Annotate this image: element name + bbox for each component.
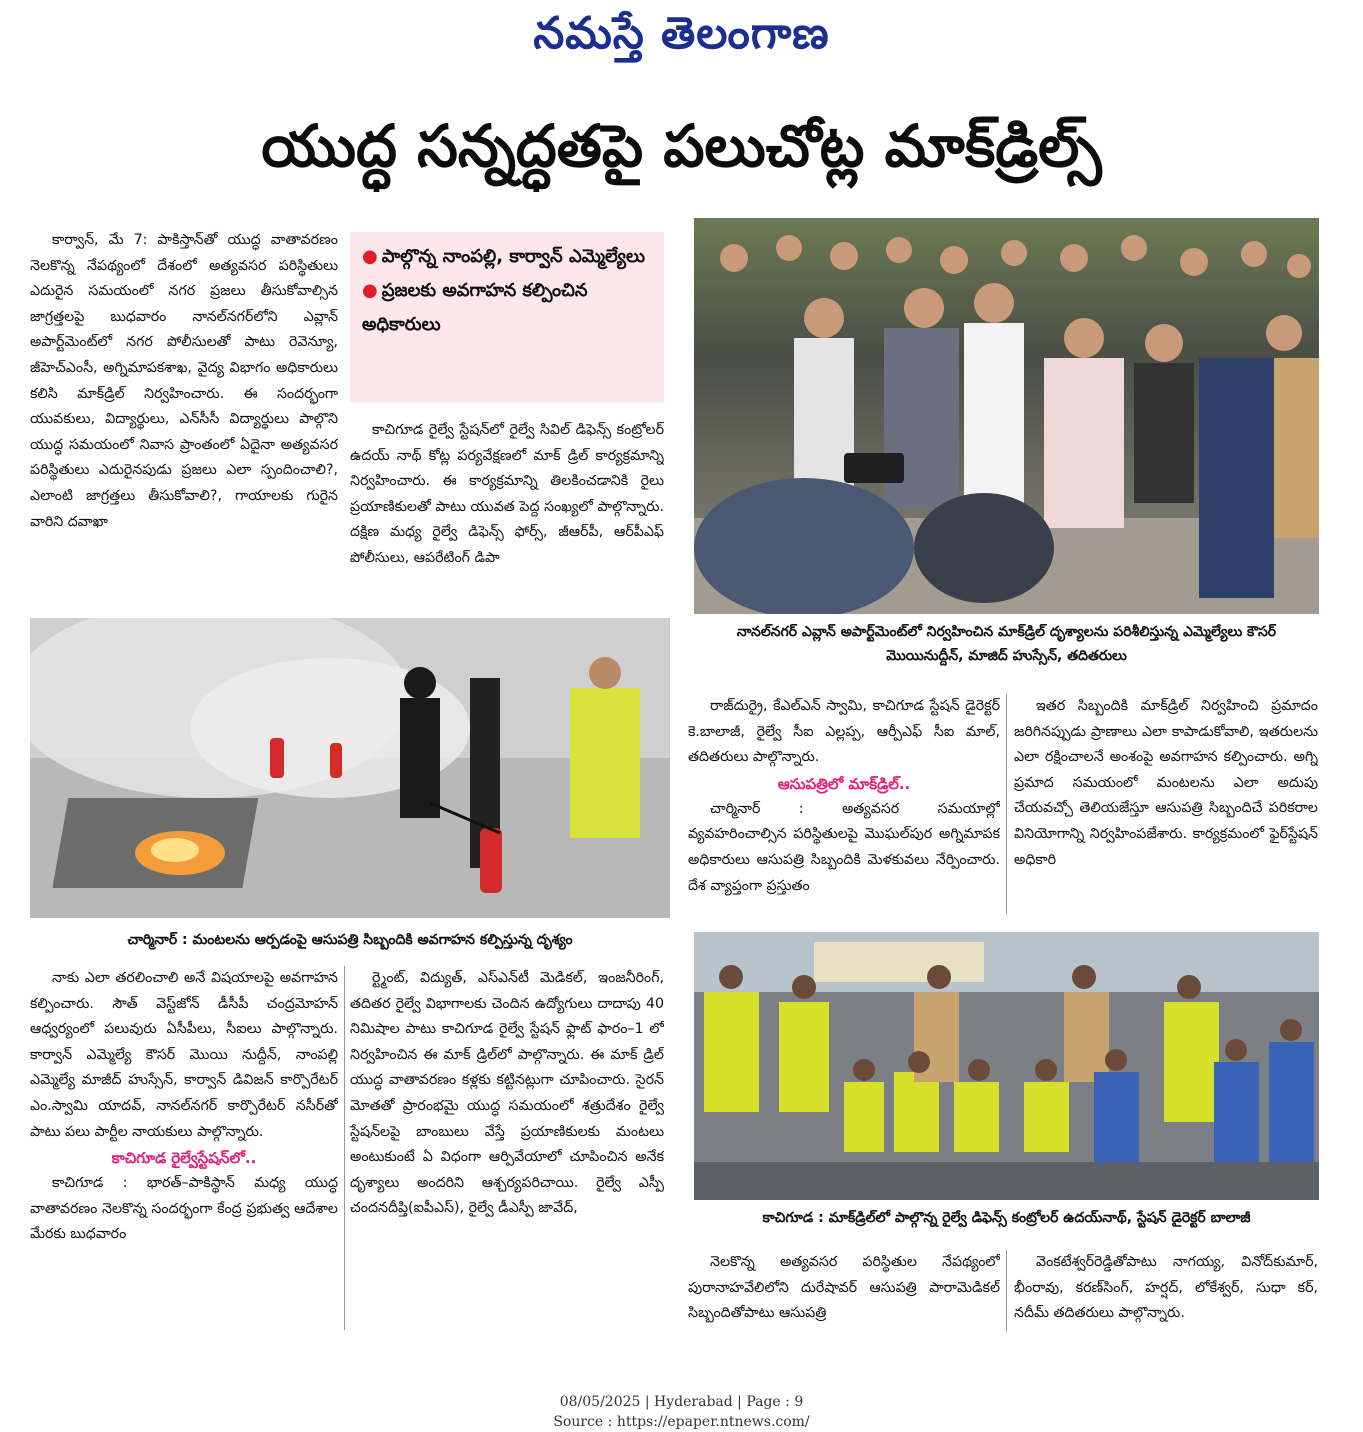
photo-fire-drill xyxy=(30,618,670,918)
article-column-8 xyxy=(1014,1250,1318,1332)
fire-photo-illustration xyxy=(30,618,670,918)
subheading-hospital: ఆసుపత్రిలో మాక్‌డ్రిల్.. xyxy=(777,774,911,793)
photo-kacheguda-group xyxy=(694,932,1319,1200)
article-paragraph: ర్ట్మెంట్, విద్యుత్, ఎస్ఎన్‌టీ మెడికల్, ఇంజనీరింగ్, తదితర రైల్వే విభాగాలకు చెందిన ఉద్యోగులు దాదాపు 40 నిమిషాల పాటు కాచిగూడ రైల్వే స్టేషన్ ఫ్లాట్ ఫారం–1 లో నిర్వహించిన ఈ మాక్ డ్రిల్‌లో పాల్గొన్నారు. ఈ మాక్ డ్రిల్ యుద్ధ వాతావరణం కళ్లకు కట్టినట్లుగా చూపించారు. సైరన్ మోతతో ప్రారంభమై యుద్ధ సమయంలో శత్రుదేశం రైల్వే స్టేషన్‌లపై బాంబులు వేస్తే ప్రయాణికులకు మంటలు అంటుకుంటే ఏ విధంగా ఆర్పివేయాలో చూపించిన అనేక దృశ్యాలు అందరిని ఆశ్చర్యపరిచాయి. రైల్వే ఎస్పీ చందనదీప్తి(ఐపీఎస్), రైల్వే డీఎస్పీ జావేద్, xyxy=(350,970,664,1217)
photo-caption-kacheguda: కాచిగూడ : మాక్‌డ్రిల్‌లో పాల్గొన్న రైల్వే డిఫెన్స్ కంట్రోలర్ ఉదయ్‌నాథ్, స్టేషన్ డైరెక్టర్ బాలాజీ xyxy=(762,1210,1251,1226)
highlight-text: ప్రజలకు అవగాహన కల్పించిన అధికారులు xyxy=(362,280,588,335)
article-column-7 xyxy=(688,1250,1000,1332)
article-paragraph: కాచిగూడ : భారత్–పాకిస్థాన్ మధ్య యుద్ధ వాతావరణం నెలకొన్న సందర్భంగా కేంద్ర ప్రభుత్వ ఆదేశాల మేరకు బుధవారం xyxy=(30,1175,338,1243)
bullet-icon: ● xyxy=(362,246,378,267)
highlight-text: పాల్గొన్న నాంపల్లి, కార్వాన్ ఎమ్మెల్యేలు xyxy=(381,246,646,267)
column-divider xyxy=(1006,1250,1007,1332)
masthead: నమస్తే తెలంగాణ xyxy=(533,8,830,59)
article-paragraph: ఇతర సిబ్బందికి మాక్‌డ్రిల్ నిర్వహించి ప్రమాదం జరిగినప్పుడు ప్రాణాలు ఎలా కాపాడుకోవాలి, ఇతరులను ఎలా రక్షించాలనే అంశంపై అవగాహన కల్పించారు. అగ్ని ప్రమాద సమయంలో మంటలను ఎలా అదుపు చేయవచ్చో తెలియజేస్తూ ఆసుపత్రి సిబ్బందిచే పరికరాల వినియోగాన్ని నిర్వహింపజేశారు. కార్యక్రమంలో ఫైర్‌స్టేషన్ అధికారి xyxy=(1014,698,1318,868)
headline: యుద్ధ సన్నద్ధతపై పలుచోట్ల మాక్‌డ్రిల్స్ xyxy=(261,112,1102,180)
article-paragraph: రాజ్‌దుర్రై, కేఎల్ఎన్ స్వామి, కాచిగూడ స్టేషన్ డైరెక్టర్ కె.బాలాజీ, రైల్వే సీఐ ఎల్లప్ప, ఆర్పీఎఫ్ సీఐ మాల్, తదితరులు పాల్గొన్నారు. xyxy=(688,698,1000,766)
article-column-3 xyxy=(688,694,1000,914)
highlight-item xyxy=(362,274,652,342)
photo-mla-mockdrill xyxy=(694,218,1319,614)
article-paragraph: కాచిగూడ రైల్వే స్టేషన్‌లో రైల్వే సివిల్ డిఫెన్స్ కంట్రోలర్ ఉదయ్ నాథ్ కోట్ల పర్యవేక్షణలో మాక్ డ్రిల్ కార్యక్రమాన్ని నిర్వహించారు. ఈ కార్యక్రమాన్ని తిలకించడానికి రైలు ప్రయాణికులతో పాటు యువత పెద్ద సంఖ్యలో పాల్గొన్నారు. దక్షిణ మధ్య రైల్వే డిఫెన్స్ ఫోర్స్, జీఆర్‌పీ, ఆర్‌పీఎఫ్ పోలీసులు, ఆపరేటింగ్ డిపా xyxy=(350,422,664,566)
column-divider xyxy=(1006,694,1007,914)
column-divider xyxy=(344,966,345,1330)
article-paragraph: నాకు ఎలా తరలించాలి అనే విషయాలపై అవగాహన కల్పించారు. సౌత్ వెస్ట్‌జోన్ డీసీపీ చంద్రమోహన్ ఆధ్వర్యంలో పలువురు ఏసీపీలు, సీఐలు పాల్గొన్నారు. కార్వాన్ ఎమ్మెల్యే కౌసర్ మొయి నుద్దీన్, నాంపల్లి ఎమ్మెల్యే మాజీద్ హుస్సేన్, కార్వాన్ డివిజన్ కార్పొరేటర్ ఎం.స్వామి యాదవ్, నానల్‌నగర్ కార్పొరేటర్ నసీర్‌తో పాటు పలు పార్టీల నాయకులు పాల్గొన్నారు. xyxy=(30,970,338,1140)
highlights-box xyxy=(350,232,664,402)
highlight-item xyxy=(362,240,652,274)
group-photo-illustration xyxy=(694,932,1319,1200)
photo-caption-mla: నానల్‌నగర్ ఎవ్లాన్ అపార్ట్‌మెంట్‌లో నిర్వహించిన మాక్‌డ్రిల్ దృశ్యాలను పరిశీలిస్తున్న ఎమ్మెల్యేలు కౌసర్ మొయినుద్దీన్, మాజిద్ హుస్సేన్, తదితరులు xyxy=(736,624,1277,664)
photo-caption-fire: చార్మినార్ : మంటలను ఆర్పడంపై ఆసుపత్రి సిబ్బందికి అవగాహన కల్పిస్తున్న దృశ్యం xyxy=(127,932,573,948)
article-paragraph: చార్మినార్ : అత్యవసర సమయాల్లో వ్యవహరించాల్సిన పరిస్థితులపై మొఘల్‌పుర అగ్నిమాపక అధికారులు ఆసుపత్రి సిబ్బందికి మెళకువలు నేర్పించారు. దేశ వ్యాప్తంగా ప్రస్తుతం xyxy=(688,800,1000,894)
bullet-icon: ● xyxy=(362,280,378,301)
article-column-6 xyxy=(350,966,664,1330)
subheading-kacheguda: కాచిగూడ రైల్వేస్టేషన్‌లో.. xyxy=(111,1149,257,1168)
article-column-1 xyxy=(30,228,338,612)
crowd-photo-illustration xyxy=(694,218,1319,614)
article-column-2 xyxy=(350,418,664,612)
article-paragraph: కార్వాన్, మే 7: పాకిస్తాన్‌తో యుద్ధ వాతావరణం నెలకొన్న నేపథ్యంలో దేశంలో అత్యవసర పరిస్థితులు ఎదురైన సమయంలో నగర ప్రజలు తీసుకోవాల్సిన జాగ్రత్తలపై బుధవారం నానల్‌నగర్‌లోని ఎవ్లాన్ అపార్ట్‌మెంట్‌లో నగర పోలీసులతో పాటు రెవెన్యూ, జీహెచ్‌ఎంసీ, అగ్నిమాపకశాఖ, వైద్య విభాగం అధికారులు కలిసి మాక్‌డ్రిల్ నిర్వహించారు. ఈ సందర్భంగా యువకులు, విద్యార్థులు, ఎన్‌సీసీ విద్యార్థులు పాల్గొని యుద్ధ సమయంలో నివాస ప్రాంతంలో ఏదైనా అత్యవసర పరిస్థితులు ఎదురైనపుడు ప్రజలు ఎలా స్పందించాలి?, ఎలాంటి జాగ్రత్తలు తీసుకోవాలి?, గాయాలకు గురైన వారిని దవాఖా xyxy=(30,232,338,530)
footer-source: Source : https://epaper.ntnews.com/ xyxy=(553,1414,810,1430)
article-column-5 xyxy=(30,966,338,1330)
article-paragraph: వెంకటేశ్వర్‌రెడ్డితోపాటు నాగయ్య, వినోద్‌కుమార్, భీంరావు, కరణ్‌సింగ్, హర్షద్, లోకేశ్వర్, సుధా కర్, నదీమ్ తదితరులు పాల్గొన్నారు. xyxy=(1014,1254,1318,1322)
footer-date-page: 08/05/2025 | Hyderabad | Page : 9 xyxy=(559,1394,804,1410)
article-paragraph: నెలకొన్న అత్యవసర పరిస్థితుల నేపథ్యంలో పురానాహవేలిలోని దురేషావర్ ఆసుపత్రి పారామెడికల్ సిబ్బందితోపాటు ఆసుపత్రి xyxy=(688,1254,1000,1322)
article-column-4 xyxy=(1014,694,1318,914)
footer xyxy=(0,1392,1363,1432)
